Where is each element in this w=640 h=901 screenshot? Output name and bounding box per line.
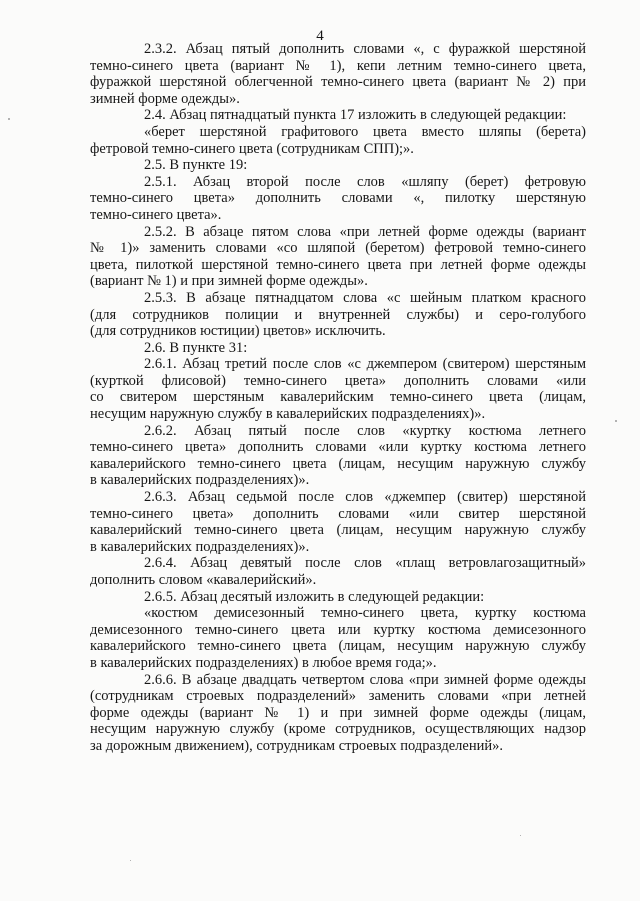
- text-line: (для сотрудников полиции и внутренней службы) и серо-голубого: [90, 306, 586, 323]
- text-line: форме одежды (вариант № 1) и при зимней форме одежды (лицам,: [90, 704, 586, 721]
- text-line: 2.5.3. В абзаце пятнадцатом слова «с шейным платком красного: [144, 289, 586, 306]
- paragraph: [90, 423, 586, 489]
- text-line: кавалерийского темно-синего цвета (лицам, несущим наружную службу: [90, 638, 586, 655]
- paragraph: [90, 174, 586, 224]
- text-line: темно-синего цвета» дополнить словами «, пилотку шерстяную: [90, 190, 586, 207]
- text-line: 2.5.1. Абзац второй после слов «шляпу (берет) фетровую: [144, 173, 586, 190]
- text-line: фуражкой шерстяной облегченной темно-синего цвета (вариант № 2) при: [90, 74, 586, 91]
- paragraph: [90, 124, 586, 157]
- text-line: № 1)» заменить словами «со шляпой (беретом) фетровой темно-синего: [90, 240, 586, 257]
- paragraph: [90, 356, 586, 422]
- text-line: кавалерийского темно-синего цвета (лицам, несущим наружную службу: [90, 455, 586, 472]
- paragraph: [90, 589, 586, 606]
- text-line: несущим наружную службу (кроме сотрудников, осуществляющих надзор: [90, 721, 586, 738]
- page-number: 4: [316, 28, 324, 44]
- text-line: (для сотрудников юстиции) цветов» исключить.: [90, 323, 386, 340]
- scan-speck: [130, 860, 131, 861]
- text-line: 2.6.2. Абзац пятый после слов «куртку костюма летнего: [144, 422, 586, 439]
- text-line: (курткой флисовой) темно-синего цвета» дополнить словами «или: [90, 372, 586, 389]
- text-line: 2.6.1. Абзац третий после слов «с джемпером (свитером) шерстяным: [144, 356, 586, 373]
- text-line: 2.6.5. Абзац десятый изложить в следующей редакции:: [144, 588, 485, 605]
- paragraph: [90, 555, 586, 588]
- paragraph: [90, 290, 586, 340]
- text-line: цвета, пилоткой шерстяной темно-синего цвета при летней форме одежды: [90, 256, 586, 273]
- paragraph: [90, 672, 586, 755]
- text-line: 2.6.6. В абзаце двадцать четвертом слова «при зимней форме одежды: [144, 671, 586, 688]
- text-line: в кавалерийских подразделениях) в любое время года;».: [90, 654, 437, 671]
- paragraph: [90, 157, 586, 174]
- text-line: зимней форме одежды».: [90, 90, 240, 107]
- text-line: 2.6. В пункте 31:: [144, 339, 248, 356]
- text-line: темно-синего цвета (вариант № 1), кепи летним темно-синего цвета,: [90, 57, 586, 74]
- text-line: (сотрудникам строевых подразделений» заменить словами «при летней: [90, 688, 586, 705]
- text-line: дополнить словом «кавалерийский».: [90, 572, 317, 588]
- paragraph: [90, 41, 586, 107]
- text-line: темно-синего цвета» дополнить словами «или куртку костюма летнего: [90, 439, 586, 456]
- scan-speck: [8, 118, 10, 120]
- text-line: демисезонного темно-синего цвета или куртку костюма демисезонного: [90, 621, 586, 638]
- text-line: 2.4. Абзац пятнадцатый пункта 17 изложить в следующей редакции:: [144, 107, 567, 124]
- paragraph: [90, 224, 586, 290]
- text-line: «берет шерстяной графитового цвета вместо шляпы (берета): [144, 123, 586, 140]
- text-line: в кавалерийских подразделениях)».: [90, 472, 310, 489]
- paragraph: [90, 340, 586, 357]
- text-line: несущим наружную службу в кавалерийских подразделениях)».: [90, 406, 486, 423]
- text-line: 2.5.2. В абзаце пятом слова «при летней форме одежды (вариант: [144, 223, 586, 240]
- text-line: 2.5. В пункте 19:: [144, 157, 248, 174]
- text-line: 2.6.4. Абзац девятый после слов «плащ ветровлагозащитный»: [144, 555, 586, 572]
- text-line: темно-синего цвета».: [90, 206, 222, 223]
- scan-speck: [615, 420, 617, 422]
- text-line: кавалерийский темно-синего цвета (лицам, несущим наружную службу: [90, 522, 586, 539]
- paragraph: [90, 489, 586, 555]
- text-line: в кавалерийских подразделениях)».: [90, 538, 310, 555]
- text-line: 2.3.2. Абзац пятый дополнить словами «, с фуражкой шерстяной: [144, 41, 586, 57]
- text-line: «костюм демисезонный темно-синего цвета, куртку костюма: [144, 605, 586, 622]
- text-line: за дорожным движением), сотрудникам строевых подразделений».: [90, 737, 503, 754]
- text-line: фетровой темно-синего цвета (сотрудникам СПП);».: [90, 140, 414, 157]
- paragraph: [90, 107, 586, 124]
- paragraph: [90, 605, 586, 671]
- text-line: 2.6.3. Абзац седьмой после слов «джемпер (свитер) шерстяной: [144, 489, 586, 506]
- scan-speck: [520, 835, 521, 836]
- text-line: темно-синего цвета» дополнить словами «или свитер шерстяной: [90, 505, 586, 522]
- text-line: со свитером шерстяным кавалерийским темно-синего цвета (лицам,: [90, 389, 586, 406]
- document-body: [90, 41, 586, 755]
- text-line: (вариант № 1) и при зимней форме одежды».: [90, 273, 368, 290]
